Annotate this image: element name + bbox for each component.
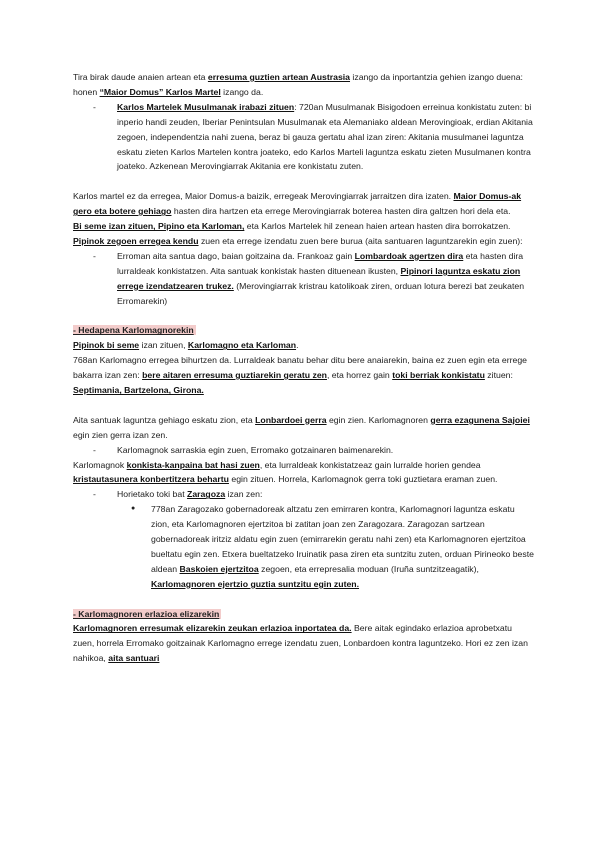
paragraph-konkista: Karlomagnok konkista-kanpaina bat hasi zuen, eta lurraldeak konkistatzeaz gain lurralde horien gendea kristautasunera konbertitzera behartu egin zituen. Horrela, Karlomagnok gerra toki guztietara eraman zuen. bbox=[73, 459, 498, 485]
emphasis-erregea-kendu: Pipinok zegoen erregea kendu bbox=[73, 235, 199, 246]
list-item-erroma: - Erroman aita santua dago, baian goitzaina da. Frankoaz gain Lombardoak agertzen dira eta hasten dira lurraldeak konkistatzen. Aita santuak konkistak hasten dituenean ikusten, Pipinori laguntza eskatu zion errege izendatzearen trukez. (Merovingiarrak kristrau katolikoak ziren, orduan lotura berezi bat zeukaten Erromarekin) bbox=[73, 249, 535, 309]
emphasis-erlazioa: Karlomagnoren erresumak elizarekin zeukan erlazioa inportatea da. bbox=[73, 623, 352, 634]
emphasis-musulmanak: Karlos Martelek Musulmanak irabazi zituen bbox=[117, 101, 295, 112]
emphasis-pipinori: Pipinori laguntza eskatu zion errege izendatzearen trukez. bbox=[117, 265, 521, 291]
document-body bbox=[73, 70, 535, 666]
paragraph-pipino: Bi seme izan zituen, Pipino eta Karloman, eta Karlos Martelek hil zenean haien artean hasten dira borrokatzen. Pipinok zegoen erregea kendu zuen eta errege izendatu zuen bere burua (aita santuaren laguntzarekin egin zuen): bbox=[73, 221, 523, 246]
emphasis-lonbardoei-gerra: Lonbardoei gerra bbox=[255, 414, 327, 425]
bullet-item-778: ● 778an Zaragozako gobernadoreak altzatu zen emirraren kontra, Karlomagnori laguntza eskatu zion, eta Karlomagnoren ejertzitoa bi zatitan joan zen Zaragozara. Zaragozan sartzean gobernadoreak iritziz aldatu egin zuen (emirrarekin geratu nahi zen) eta Karlomagnoren ejertzitoa bueltatu egin zen. Etxera bueltatzeko Iruinatik pasa ziren eta suntzitu zuten, orduan Pirineoko beste aldean Baskoien ejertzitoa zegoen, eta errepresalia moduan (Iruña suntzitzeagatik), Karlomagnoren ejertzio guztia suntzitu egin zuten. bbox=[73, 502, 535, 591]
paragraph-lonbardoei: Aita santuak laguntza gehiago eskatu zion, eta Lonbardoei gerra egin zien. Karlomagnoren gerra ezagunena Sajoiei egin zien gerra izan zen. bbox=[73, 414, 530, 440]
list-item-sarraskia: - Karlomagnok sarraskia egin zuen, Erromako gotzainaren baimenarekin. bbox=[73, 443, 535, 458]
emphasis-austrasia: erresuma guztien artean Austrasia bbox=[207, 72, 351, 82]
emphasis-karlomagno-karloman: Karlomagno eta Karloman bbox=[187, 340, 297, 351]
emphasis-erresuma-guztia: bere aitaren erresuma guztiarekin geratu zen bbox=[142, 370, 327, 381]
emphasis-baskoien: Baskoien ejertzitoa bbox=[179, 563, 259, 574]
section-heading-hedapena: - Hedapena Karlomagnorekin bbox=[73, 325, 194, 336]
emphasis-lombardoak: Lombardoak agertzen dira bbox=[354, 250, 464, 261]
paragraph-austrasia: Tira birak daude anaien artean eta erresuma guztien artean Austrasia izango da inportantzia gehien izango duena: honen “Maior Domus” Karlos Martel izango da. bbox=[73, 72, 523, 97]
paragraph-pipino-semeak: Pipinok bi seme izan zituen, Karlomagno eta Karloman. bbox=[73, 340, 299, 351]
emphasis-suntzitu: Karlomagnoren ejertzio guztia suntzitu egin zuten. bbox=[151, 578, 360, 589]
section-heading-eliza: - Karlomagnoren erlazioa elizarekin bbox=[73, 608, 220, 619]
list-item-musulmanak: - Karlos Martelek Musulmanak irabazi zituen: 720an Musulmanak Bisigodoen erreinua konkistatu zuten: bi inperio handi zeuden, Iberiar Penintsulan Musulmanak eta Alemaniako aldean Merovingioak, erdian Akitania zegoen, independentzia nahi zuena, beraz bi gauza gertatu ahal izan ziren: Akitania musulmanei laguntza eskatu zieten Karlos Martelen kontra joateko, edo Karlos Marteli laguntza eskatu zieten Musulmanen kontra joateko. Azkenean Merovingiarrak Akitania ere konkistatu zuten. bbox=[73, 100, 535, 175]
emphasis-zaragoza: Zaragoza bbox=[187, 489, 226, 500]
emphasis-konkista-kanpaina: konkista-kanpaina bat hasi zuen bbox=[126, 459, 260, 470]
paragraph-768: 768an Karlomagno erregea bihurtzen da. Lurraldeak banatu behar ditu bere anaiarekin, baina ez zuen egin eta errege bakarra izan zen: bere aitaren erresuma guztiarekin geratu zen, eta horrez gain toki berriak konkistatu zituen: Septimania, Bartzelona, Girona. bbox=[73, 355, 527, 395]
emphasis-aita-santuari: aita santuari bbox=[108, 653, 160, 664]
emphasis-septimania: Septimania, Bartzelona, Girona. bbox=[73, 385, 204, 395]
paragraph-maior-domus: Karlos martel ez da erregea, Maior Domus-a baizik, erregeak Merovingiarrak jarraitzen dira izaten. Maior Domus-ak gero eta botere gehiago hasten dira hartzen eta errege Merovingiarrak boterea hasten dira galtzen hori dela eta. bbox=[73, 191, 522, 217]
emphasis-bi-seme: Bi seme izan zituen, Pipino eta Karloman, bbox=[73, 221, 245, 232]
emphasis-kristautasunera: kristautasunera konbertitzera behartu bbox=[73, 474, 229, 485]
emphasis-toki-berriak: toki berriak konkistatu bbox=[392, 370, 485, 381]
emphasis-sajoiei: gerra ezagunena Sajoiei bbox=[430, 414, 530, 425]
emphasis-botere: Maior Domus-ak gero eta botere gehiago bbox=[73, 191, 522, 217]
list-item-zaragoza: - Horietako toki bat Zaragoza izan zen: bbox=[73, 487, 535, 502]
paragraph-eliza: Karlomagnoren erresumak elizarekin zeukan erlazioa inportatea da. Bere aitak egindako erlazioa aprobetxatu zuen, horrela Erromako goitzainak Karlomagno errege izendatu zuen, Lonbardoen kontra laguntzeko. Hori ez zen izan nahikoa, aita santuari bbox=[73, 623, 528, 664]
emphasis-pipinok-bi-seme: Pipinok bi seme bbox=[73, 340, 140, 351]
emphasis-maior-domus: “Maior Domus” Karlos Martel bbox=[99, 86, 221, 97]
